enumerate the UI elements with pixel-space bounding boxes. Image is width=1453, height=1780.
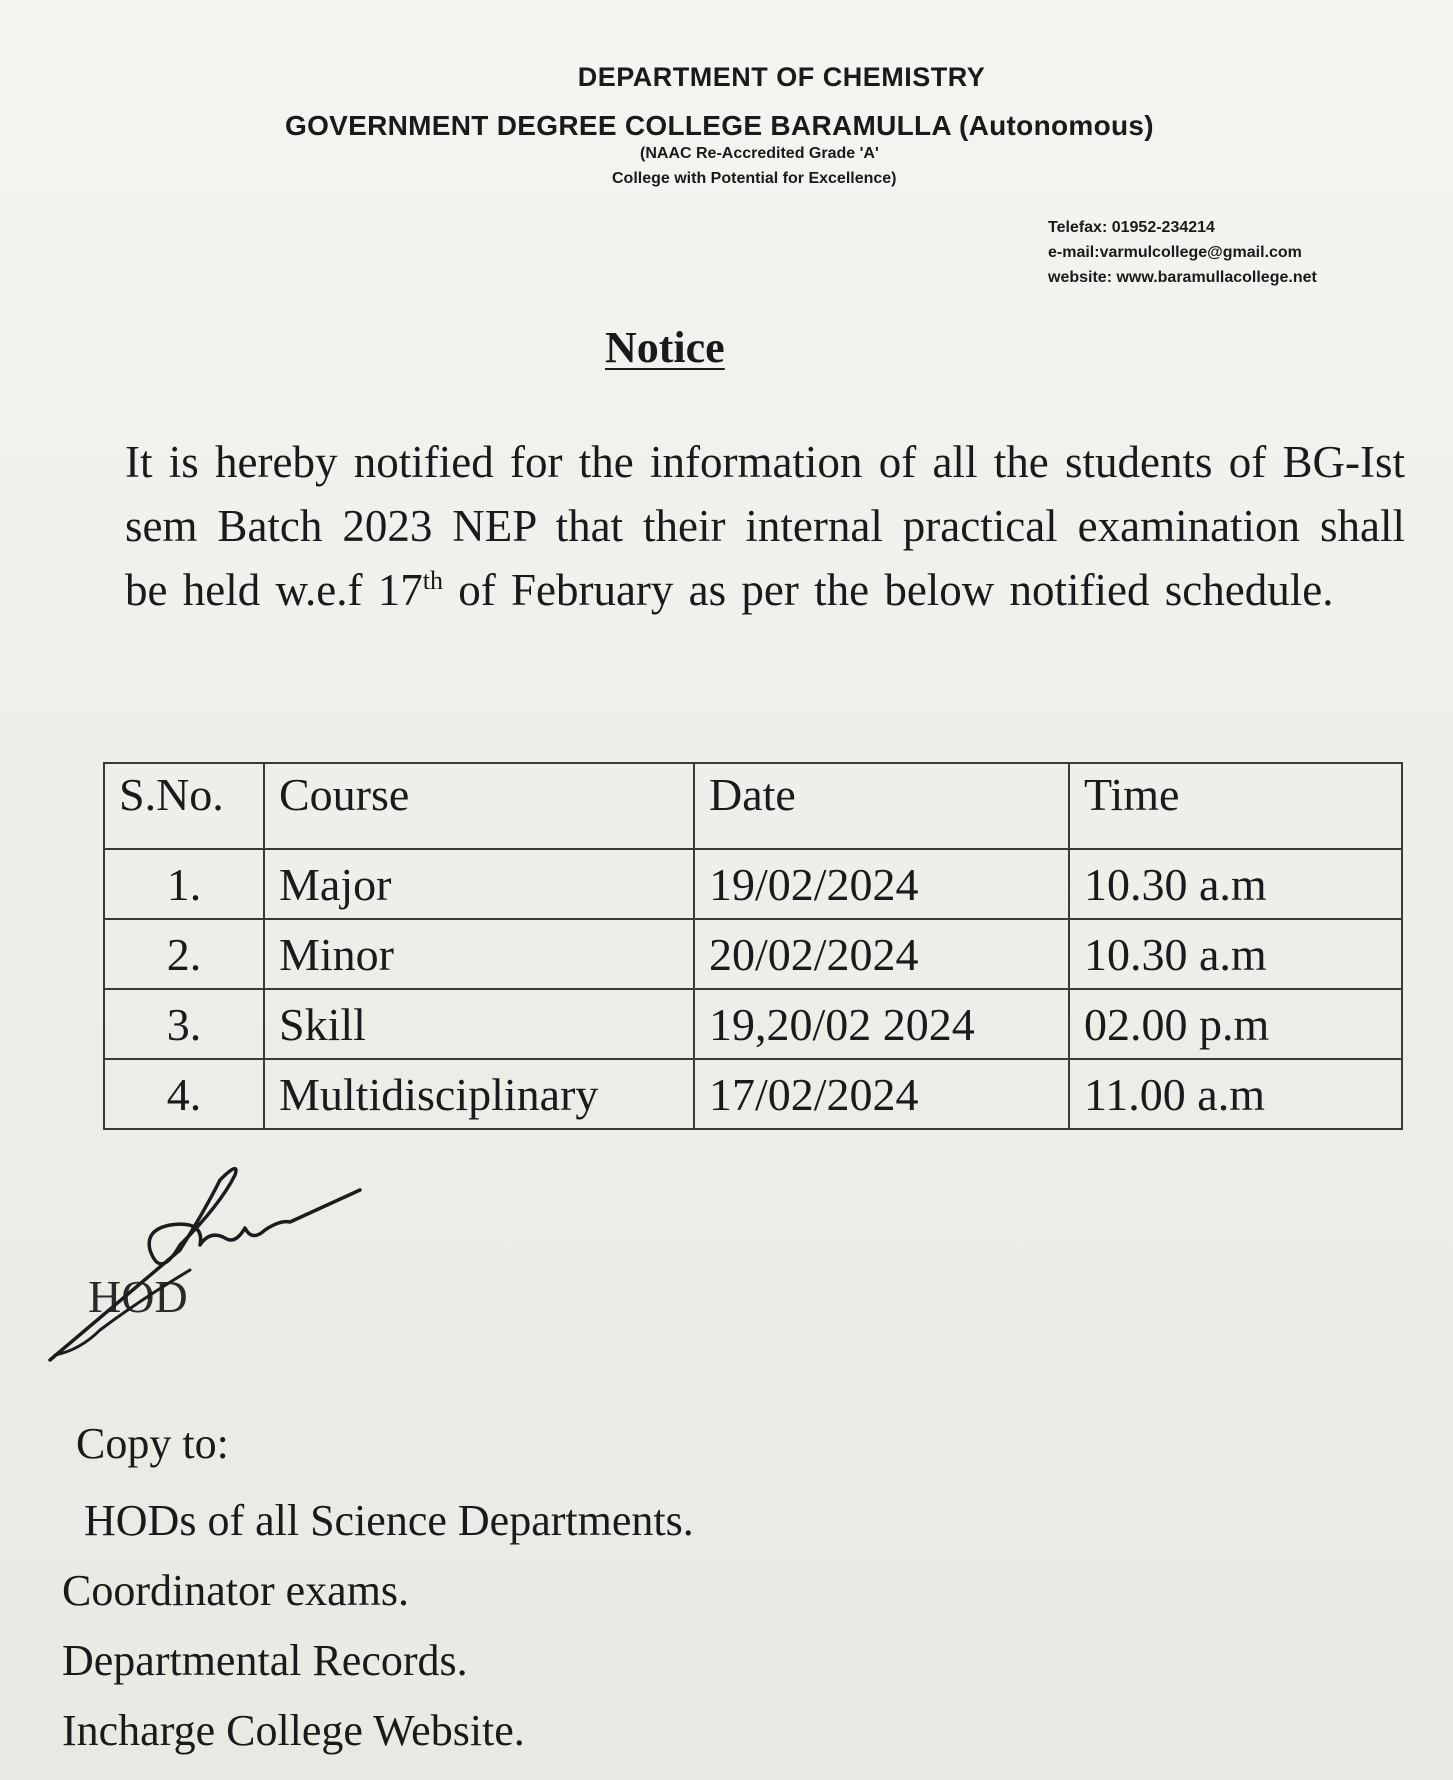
- list-item: Departmental Records.: [62, 1636, 468, 1685]
- accreditation-line-2: College with Potential for Excellence): [612, 170, 897, 187]
- cell-course: Minor: [264, 919, 694, 989]
- contact-block: [1048, 215, 1317, 290]
- cell-course: Multidisciplinary: [264, 1059, 694, 1129]
- header-time: Time: [1069, 763, 1402, 849]
- college-name: GOVERNMENT DEGREE COLLEGE BARAMULLA (Autonomous): [285, 110, 1154, 141]
- cell-sno: 3.: [104, 989, 264, 1059]
- notice-body-text-end: of February as per the below notified schedule.: [442, 565, 1334, 615]
- cell-date: 20/02/2024: [694, 919, 1069, 989]
- cell-date: 19,20/02 2024: [694, 989, 1069, 1059]
- cell-time: 10.30 a.m: [1069, 849, 1402, 919]
- schedule-table: [103, 762, 1403, 1130]
- notice-body-superscript: th: [422, 566, 443, 595]
- header-date: Date: [694, 763, 1069, 849]
- list-item: Incharge College Website.: [62, 1706, 525, 1755]
- signatory-title: HOD: [88, 1271, 188, 1322]
- notice-body-text: It is hereby notified for the information of all the students of BG-Ist sem Batch 2023 NEP that their internal practical examination shall be held w.e.f 17: [125, 437, 1405, 615]
- cell-sno: 4.: [104, 1059, 264, 1129]
- cell-sno: 2.: [104, 919, 264, 989]
- accreditation-line-1: (NAAC Re-Accredited Grade 'A': [640, 145, 879, 162]
- cell-sno: 1.: [104, 849, 264, 919]
- signature-graphic: [30, 1150, 370, 1370]
- notice-body: [125, 430, 1405, 622]
- website: website: www.baramullacollege.net: [1048, 269, 1317, 286]
- cell-time: 11.00 a.m: [1069, 1059, 1402, 1129]
- cell-date: 19/02/2024: [694, 849, 1069, 919]
- cell-date: 17/02/2024: [694, 1059, 1069, 1129]
- list-item: HODs of all Science Departments.: [84, 1496, 694, 1545]
- cell-time: 02.00 p.m: [1069, 989, 1402, 1059]
- email: e-mail:varmulcollege@gmail.com: [1048, 244, 1302, 261]
- telefax: Telefax: 01952-234214: [1048, 219, 1215, 236]
- copy-to-label: Copy to:: [76, 1419, 229, 1468]
- cell-time: 10.30 a.m: [1069, 919, 1402, 989]
- notice-title: Notice: [605, 323, 725, 372]
- table-row: [104, 849, 1402, 919]
- table-row: [104, 919, 1402, 989]
- header-sno: S.No.: [104, 763, 264, 849]
- header-course: Course: [264, 763, 694, 849]
- department-name: DEPARTMENT OF CHEMISTRY: [577, 62, 986, 92]
- copy-recipients: [62, 1486, 694, 1766]
- cell-course: Skill: [264, 989, 694, 1059]
- cell-course: Major: [264, 849, 694, 919]
- table-row: [104, 1059, 1402, 1129]
- list-item: Coordinator exams.: [62, 1566, 410, 1615]
- table-header-row: [104, 763, 1402, 849]
- table-row: [104, 989, 1402, 1059]
